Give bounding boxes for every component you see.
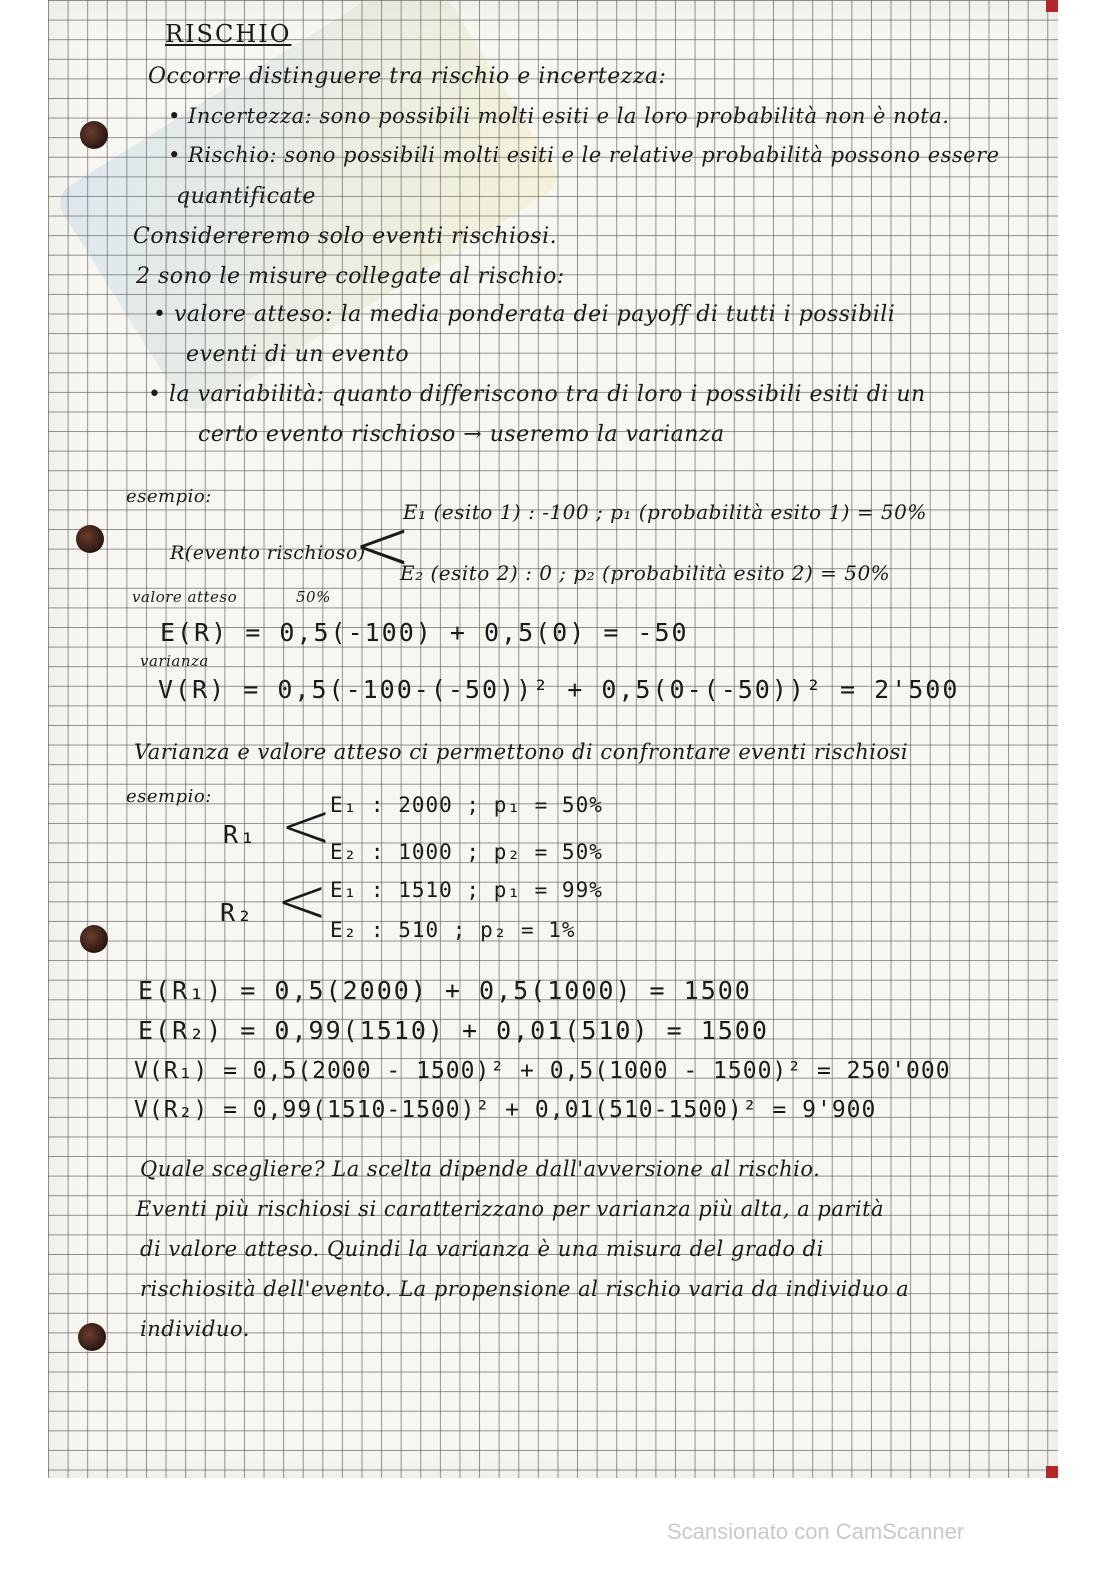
measure-expected: • valore atteso: la media ponderata dei payoff di tutti i possibili [153,302,896,327]
binder-hole [78,1323,106,1351]
conclusion-line-4: rischiosità dell'evento. La propensione al rischio varia da individuo a [140,1277,910,1301]
brace-symbol: < [280,789,332,862]
page-title: RISCHIO [165,20,292,48]
r2-outcome-1: E₁ : 1510 ; p₁ = 99% [330,878,603,902]
variance-formula: V(R) = 0,5(-100-(-50))² + 0,5(0-(-50))² = 2'500 [158,675,960,704]
variance-label: varianza [140,652,209,670]
calc-v-r2: V(R₂) = 0,99(1510-1500)² + 0,01(510-1500)² = 9'900 [134,1097,877,1123]
conclusion-line-5: individuo. [140,1317,250,1341]
conclusion-line-2: Eventi più rischiosi si caratterizzano per varianza più alta, a parità [136,1197,885,1221]
binder-hole [76,525,104,553]
conclusion-line-3: di valore atteso. Quindi la varianza è una misura del grado di [140,1237,824,1261]
page-corner-mark [1046,1466,1058,1478]
calc-e-r1: E(R₁) = 0,5(2000) + 0,5(1000) = 1500 [138,976,752,1005]
bullet-rischio-cont: quantificate [176,184,316,209]
bullet-incertezza: • Incertezza: sono possibili molti esiti e la loro probabilità non è nota. [168,104,950,128]
binder-hole [80,925,108,953]
r1-outcome-1: E₁ : 2000 ; p₁ = 50% [330,793,603,817]
r2-outcome-2: E₂ : 510 ; p₂ = 1% [330,918,576,942]
calc-v-r1: V(R₁) = 0,5(2000 - 1500)² + 0,5(1000 - 1500)² = 250'000 [134,1058,951,1084]
example-label: esempio: [126,486,212,507]
outcome-1: E₁ (esito 1) : -100 ; p₁ (probabilità esito 1) = 50% [403,500,927,524]
brace-symbol: < [276,864,328,937]
scanner-watermark-text: Scansionato con CamScanner [667,1519,965,1544]
percent-note: 50% [296,588,331,606]
binder-hole [80,121,108,149]
expected-value-label: valore atteso [132,588,238,606]
measures-intro: 2 sono le misure collegate al rischio: [136,264,565,289]
measure-variability: • la variabilità: quanto differiscono tra di loro i possibili esiti di un [148,382,926,407]
page-corner-mark [1046,0,1058,12]
event-r2-label: R₂ [220,898,255,927]
bullet-rischio: • Rischio: sono possibili molti esiti e le relative probabilità possono essere [168,143,1000,167]
outcome-2: E₂ (esito 2) : 0 ; p₂ (probabilità esito 2) = 50% [400,561,891,585]
conclusion-line-1: Quale scegliere? La scelta dipende dall'avversione al rischio. [140,1157,821,1181]
measure-expected-cont: eventi di un evento [186,342,410,367]
calc-e-r2: E(R₂) = 0,99(1510) + 0,01(510) = 1500 [138,1016,769,1045]
compare-text: Varianza e valore atteso ci permettono di confrontare eventi rischiosi [134,740,909,764]
intro-text: Occorre distinguere tra rischio e incertezza: [148,64,667,89]
risky-event-label: R(evento rischioso) [170,542,366,564]
expected-value-formula: E(R) = 0,5(-100) + 0,5(0) = -50 [160,618,689,647]
notebook-page [48,0,1058,1478]
event-r1-label: R₁ [223,820,258,849]
r1-outcome-2: E₂ : 1000 ; p₂ = 50% [330,840,603,864]
consider-text: Considereremo solo eventi rischiosi. [133,224,558,249]
example-label: esempio: [126,786,212,807]
measure-variability-cont: certo evento rischioso → useremo la varianza [198,422,725,447]
brace-symbol: < [353,504,412,586]
